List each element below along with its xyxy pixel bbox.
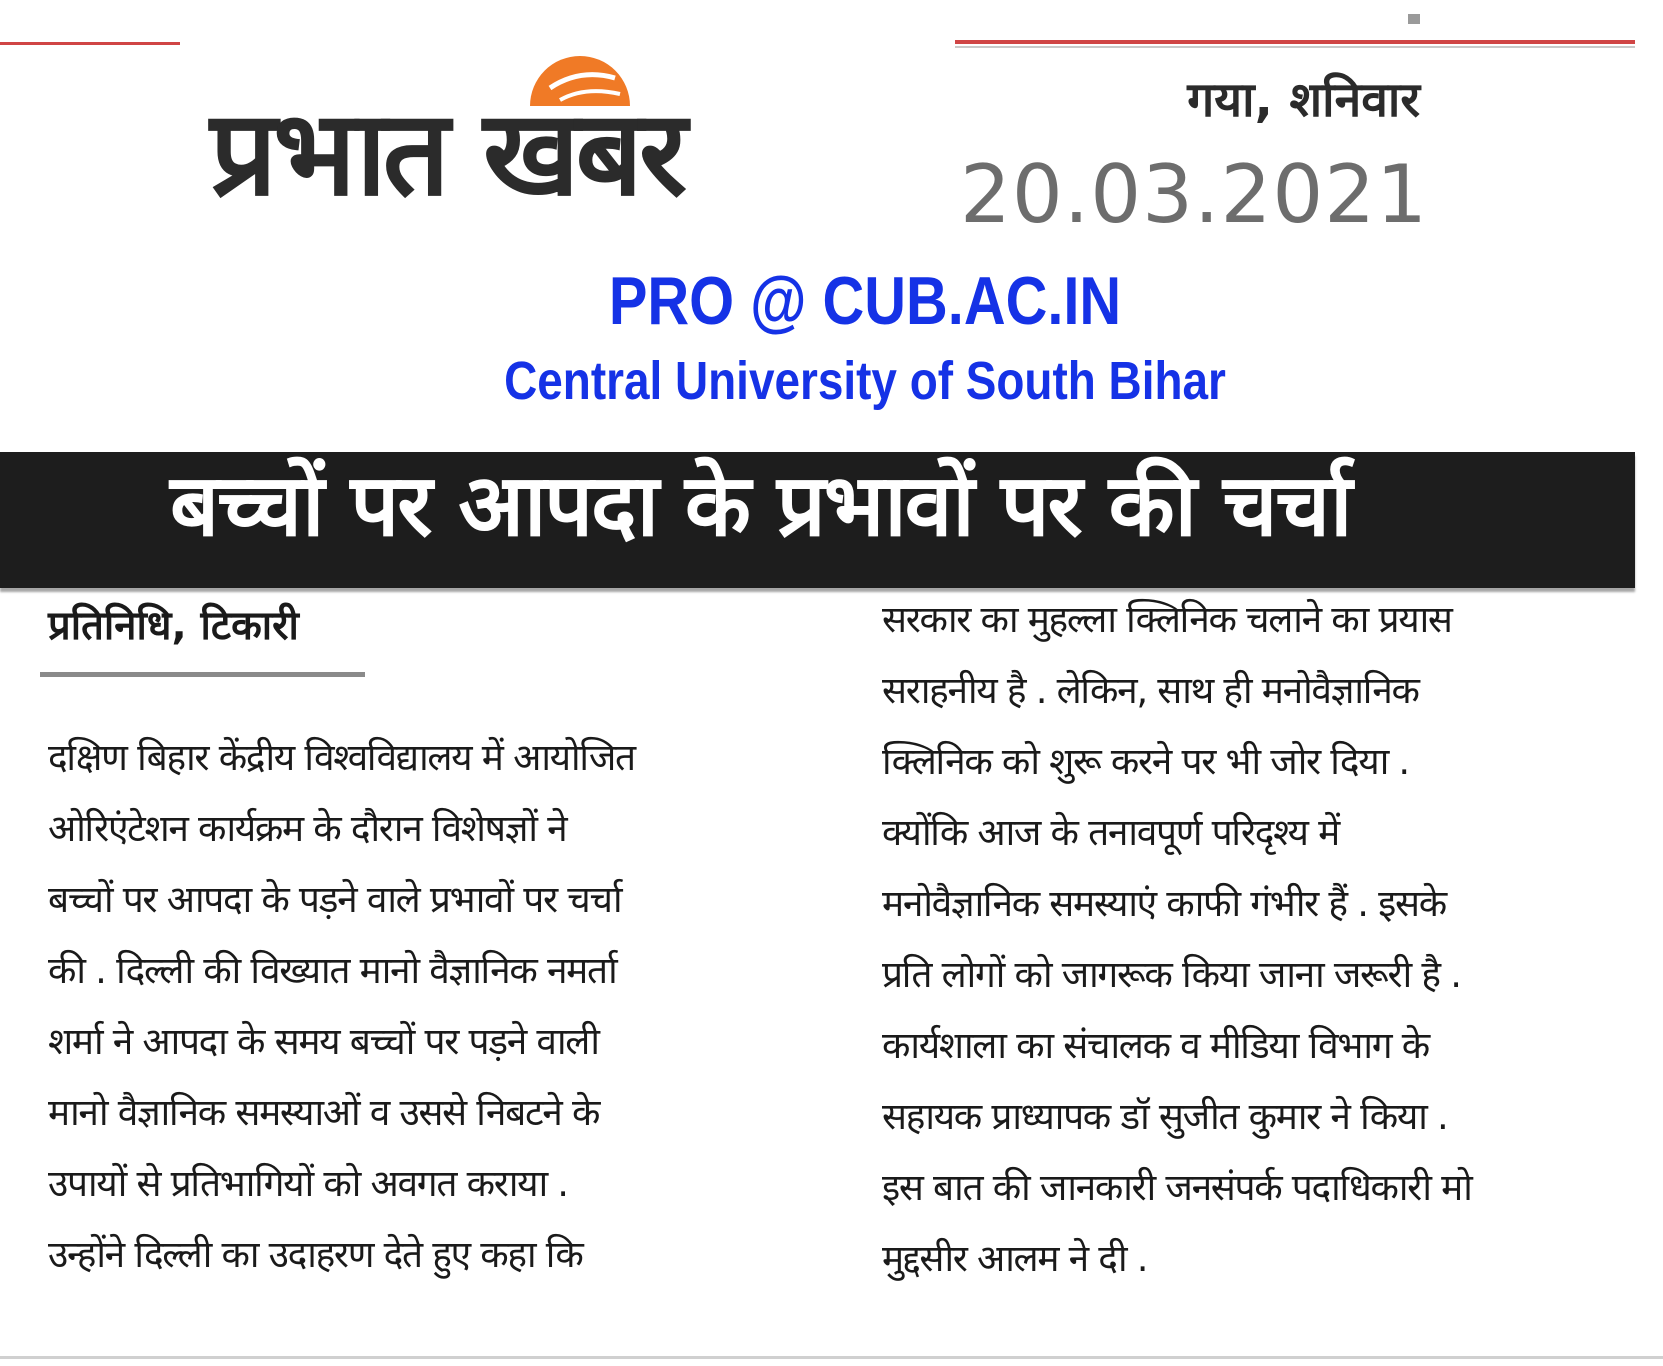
body-line: सहायक प्राध्यापक डॉ सुजीत कुमार ने किया . (882, 1095, 1448, 1138)
body-line: क्लिनिक को शुरू करने पर भी जोर दिया . (882, 740, 1409, 783)
body-line: सरकार का मुहल्ला क्लिनिक चलाने का प्रयास (882, 598, 1452, 641)
body-line: मुद्दसीर आलम ने दी . (882, 1237, 1148, 1280)
body-line: बच्चों पर आपदा के पड़ने वाले प्रभावों पर चर्चा (48, 878, 622, 921)
university-name: Central University of South Bihar (504, 351, 1226, 411)
body-line: उपायों से प्रतिभागियों को अवगत कराया . (48, 1162, 568, 1205)
body-line: मनोवैज्ञानिक समस्याएं काफी गंभीर हैं . इसके (882, 882, 1446, 925)
body-line: कार्यशाला का संचालक व मीडिया विभाग के (882, 1024, 1429, 1067)
article-column-right (882, 584, 1642, 1294)
body-line: क्योंकि आज के तनावपूर्ण परिदृश्य में (882, 811, 1339, 854)
pro-email: PRO @ CUB.AC.IN (608, 263, 1122, 339)
masthead (200, 40, 900, 222)
body-line: सराहनीय है . लेकिन, साथ ही मनोवैज्ञानिक (882, 669, 1419, 712)
article-byline: प्रतिनिधि, टिकारी (48, 603, 299, 649)
edition-city-day: गया, शनिवार (1187, 72, 1420, 128)
edition-date: 20.03.2021 (960, 148, 1429, 241)
newspaper-title: प्रभात खबर (210, 84, 684, 222)
top-rule-left (0, 42, 180, 45)
corner-mark (1408, 14, 1420, 24)
article-headline: बच्चों पर आपदा के प्रभावों पर की चर्चा (170, 456, 1351, 556)
body-line: दक्षिण बिहार केंद्रीय विश्वविद्यालय में आयोजित (48, 736, 635, 779)
top-rule-right (955, 40, 1635, 44)
bottom-rule (0, 1356, 1663, 1359)
body-line: ओरिएंटेशन कार्यक्रम के दौरान विशेषज्ञों ने (48, 807, 567, 850)
top-rule-right-shadow (955, 46, 1635, 48)
body-line: की . दिल्ली की विख्यात मानो वैज्ञानिक नमर्ता (48, 949, 617, 992)
body-line: उन्होंने दिल्ली का उदाहरण देते हुए कहा कि (48, 1233, 583, 1276)
byline-rule (40, 672, 365, 677)
article-column-left (48, 722, 848, 1290)
body-line: प्रति लोगों को जागरूक किया जाना जरूरी है . (882, 953, 1461, 996)
body-line: इस बात की जानकारी जनसंपर्क पदाधिकारी मो (882, 1166, 1472, 1209)
body-line: शर्मा ने आपदा के समय बच्चों पर पड़ने वाली (48, 1020, 599, 1063)
body-line: मानो वैज्ञानिक समस्याओं व उससे निबटने के (48, 1091, 600, 1134)
headline-band (0, 452, 1635, 588)
